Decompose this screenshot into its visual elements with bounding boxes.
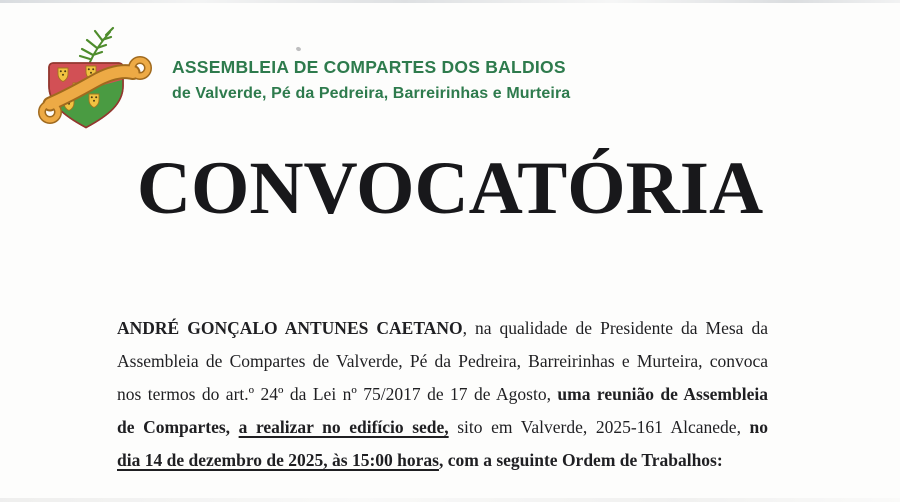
body-text-segment: dia 14 de dezembro de 2025, às 15:00 horas <box>117 450 439 470</box>
body-text-segment: , na qualidade de Presidente da Mesa da <box>462 318 768 338</box>
body-line <box>117 345 768 378</box>
body-text-segment: nos termos do art.º 24º da Lei nº 75/2017 de 17 de Agosto, <box>117 384 558 404</box>
scan-smudge <box>0 498 900 502</box>
body-text-segment: , com a seguinte Ordem de Trabalhos: <box>438 450 723 470</box>
body-line <box>117 411 768 444</box>
body-text-segment: ANDRÉ GONÇALO ANTUNES CAETANO <box>117 318 463 338</box>
org-header <box>172 57 570 103</box>
sprig-branch-icon <box>80 28 113 62</box>
body-text-segment: sito em Valverde, 2025-161 Alcanede, <box>448 417 750 437</box>
body-text-segment: Assembleia de Compartes de Valverde, Pé da Pedreira, Barreirinhas e Murteira, convoca <box>117 351 768 371</box>
org-subtitle: de Valverde, Pé da Pedreira, Barreirinhas e Murteira <box>172 85 571 102</box>
coat-of-arms-icon <box>34 26 162 136</box>
body-text-segment: de Compartes, <box>117 417 239 437</box>
body-line <box>117 312 768 345</box>
body-text-segment: uma reunião de Assembleia <box>557 384 768 404</box>
body-text-segment: a realizar no edifício sede, <box>238 417 449 437</box>
page-title: CONVOCATÓRIA <box>136 147 764 230</box>
body-line <box>117 444 768 477</box>
body-text-segment: no <box>749 417 768 437</box>
scan-edge-artifact <box>0 0 900 3</box>
scan-speck <box>295 46 301 51</box>
body-paragraph <box>117 312 768 477</box>
body-line <box>117 378 768 411</box>
org-name: ASSEMBLEIA DE COMPARTES DOS BALDIOS <box>172 57 566 77</box>
